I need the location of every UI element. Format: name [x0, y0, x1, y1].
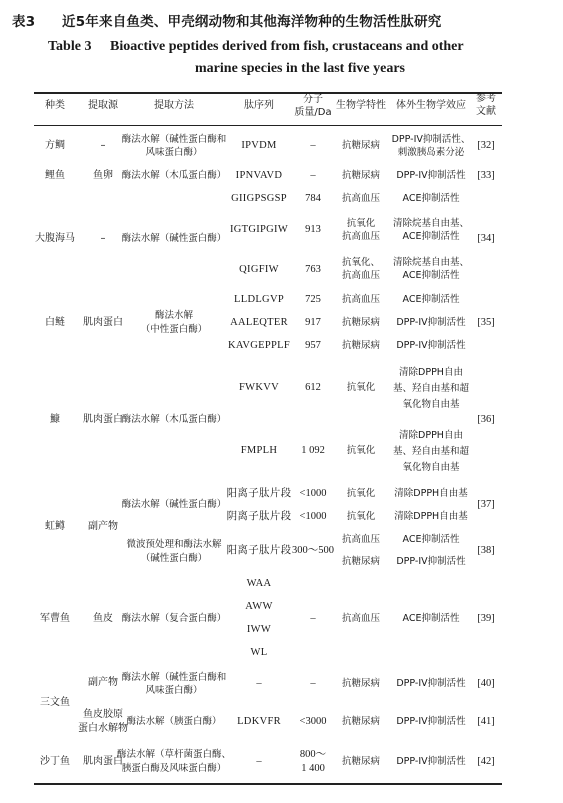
cell-method: 风味蛋白酶）: [145, 147, 203, 158]
cell-method: 酶法水解（复合蛋白酶）: [121, 613, 227, 624]
cell-reference: [33]: [477, 169, 495, 181]
cell-mass: <3000: [299, 715, 327, 727]
cell-species: 军曹鱼: [40, 612, 70, 624]
table-title-chinese: 近5年来自鱼类、甲壳纲动物和其他海洋物种的生物活性肽研究: [62, 14, 442, 30]
cell-method: 酶法水解（碱性蛋白酶和: [121, 672, 227, 683]
cell-species: 鲤鱼: [45, 169, 65, 181]
table-caption-english: [48, 36, 528, 80]
cell-source: 蛋白水解物: [78, 722, 128, 734]
cell-method: 酶法水解（胰蛋白酶）: [126, 716, 222, 727]
cell-mass: 917: [305, 316, 321, 328]
cell-invitro-effect: DPP-IV抑制活性、: [391, 134, 471, 145]
cell-mass: 784: [305, 192, 321, 204]
cell-bio-property: 抗高血压: [341, 533, 381, 545]
cell-method: （中性蛋白酶）: [140, 324, 208, 335]
cell-method: 酶法水解（碱性蛋白酶）: [121, 233, 227, 244]
cell-bio-property: 抗氧化: [346, 381, 376, 393]
cell-sequence: 阳离子肽片段: [226, 544, 292, 556]
cell-invitro-effect: ACE抑制活性: [402, 231, 460, 242]
cell-source: –: [100, 139, 106, 151]
cell-sequence: 阴离子肽片段: [226, 510, 292, 522]
cell-sequence: GIIGPSGSP: [231, 192, 287, 204]
cell-reference: [41]: [477, 715, 495, 727]
cell-invitro-effect: ACE抑制活性: [402, 193, 460, 204]
cell-reference: [32]: [477, 139, 495, 151]
cell-species: 大腹海马: [35, 232, 75, 244]
cell-invitro-effect: ACE抑制活性: [402, 294, 460, 305]
header-mass-line1: 分子: [303, 93, 323, 105]
cell-mass: 957: [305, 339, 321, 351]
cell-bio-property: 抗糖尿病: [341, 339, 381, 351]
cell-invitro-effect: 清除DPPH自由: [399, 430, 463, 441]
cell-method: 风味蛋白酶）: [145, 685, 203, 696]
cell-mass: –: [310, 677, 316, 689]
cell-sequence: 阳离子肽片段: [226, 487, 292, 499]
cell-bio-property: 抗氧化: [346, 444, 376, 456]
cell-bio-property: 抗氧化: [346, 510, 376, 522]
header-reference-line1: 参考: [476, 92, 496, 104]
cell-reference: [35]: [477, 316, 495, 328]
header-source: 提取源: [88, 99, 118, 111]
cell-mass: 763: [305, 263, 321, 275]
cell-method: 微波预处理和酶法水解: [126, 539, 222, 550]
cell-method: 酶法水解（木瓜蛋白酶）: [121, 414, 227, 425]
cell-sequence: IWW: [246, 623, 272, 635]
cell-species: 三文鱼: [40, 696, 70, 708]
cell-bio-property: 抗氧化、: [341, 256, 381, 268]
cell-reference: [42]: [477, 755, 495, 767]
cell-species: 鱇: [50, 413, 60, 425]
cell-source: 鱼皮胶原: [83, 708, 123, 720]
cell-bio-property: 抗氧化: [346, 217, 376, 229]
cell-method: 酶法水解（草杆菌蛋白酶、: [116, 749, 232, 760]
cell-invitro-effect: DPP-IV抑制活性: [396, 756, 466, 767]
cell-mass: 725: [305, 293, 321, 305]
cell-reference: [34]: [477, 232, 495, 244]
cell-invitro-effect: 清除烷基自由基、: [392, 218, 470, 229]
table-caption-chinese: [12, 10, 552, 30]
cell-bio-property: 抗高血压: [341, 293, 381, 305]
cell-sequence: –: [256, 677, 262, 689]
cell-invitro-effect: DPP-IV抑制活性: [396, 317, 466, 328]
cell-invitro-effect: ACE抑制活性: [402, 270, 460, 281]
header-bio-property: 生物学特性: [336, 99, 386, 111]
cell-source: 肌肉蛋白: [83, 413, 123, 425]
cell-mass: 612: [305, 381, 321, 393]
cell-invitro-effect: 基、羟自由基和超: [392, 446, 470, 457]
cell-source: 鱼卵: [93, 169, 113, 181]
cell-sequence: LDKVFR: [237, 715, 281, 727]
cell-invitro-effect: 基、羟自由基和超: [392, 383, 470, 394]
cell-species: 沙丁鱼: [40, 755, 70, 767]
cell-source: 副产物: [88, 676, 118, 688]
cell-method: 酶法水解: [154, 310, 194, 321]
cell-source: 肌肉蛋白: [83, 316, 123, 328]
cell-method: （碱性蛋白酶）: [140, 553, 208, 564]
cell-species: 虹鳟: [45, 520, 65, 532]
cell-mass: 300～500: [292, 544, 334, 556]
cell-invitro-effect: 清除烷基自由基、: [392, 257, 470, 268]
cell-invitro-effect: DPP-IV抑制活性: [396, 716, 466, 727]
cell-bio-property: 抗糖尿病: [341, 316, 381, 328]
top-rule: [34, 92, 502, 94]
cell-reference: [39]: [477, 612, 495, 624]
bottom-rule: [34, 783, 502, 785]
cell-invitro-effect: 清除DPPH自由基: [394, 511, 468, 522]
cell-sequence: FMPLH: [240, 444, 278, 456]
cell-bio-property: 抗氧化: [346, 487, 376, 499]
cell-bio-property: 抗高血压: [341, 612, 381, 624]
cell-mass: –: [310, 169, 316, 181]
cell-invitro-effect: ACE抑制活性: [402, 534, 460, 545]
cell-mass: –: [310, 612, 316, 624]
cell-mass: <1000: [299, 510, 327, 522]
cell-bio-property: 抗糖尿病: [341, 169, 381, 181]
header-species: 种类: [45, 99, 65, 111]
cell-species: 白鲢: [45, 316, 65, 328]
cell-reference: [38]: [477, 544, 495, 556]
table-label-english: Table 3: [48, 39, 92, 54]
header-invitro-effect: 体外生物学效应: [396, 99, 466, 111]
cell-mass: 1 400: [301, 762, 325, 774]
cell-sequence: IGTGIPGIW: [229, 223, 289, 235]
cell-bio-property: 抗糖尿病: [341, 715, 381, 727]
cell-bio-property: 抗糖尿病: [341, 139, 381, 151]
cell-invitro-effect: 氧化物自由基: [402, 399, 460, 410]
cell-mass: <1000: [299, 487, 327, 499]
cell-bio-property: 抗高血压: [341, 192, 381, 204]
cell-method: 酶法水解（碱性蛋白酶和: [121, 134, 227, 145]
cell-method: 酶法水解（木瓜蛋白酶）: [121, 170, 227, 181]
cell-bio-property: 抗糖尿病: [341, 755, 381, 767]
cell-source: –: [100, 232, 106, 244]
cell-mass: 913: [305, 223, 321, 235]
cell-sequence: LLDLGVP: [234, 293, 284, 305]
cell-sequence: KAVGEPPLF: [227, 339, 291, 351]
cell-invitro-effect: 氧化物自由基: [402, 462, 460, 473]
cell-bio-property: 抗糖尿病: [341, 555, 381, 567]
cell-sequence: IPVDM: [241, 139, 277, 151]
header-sequence: 肽序列: [244, 99, 274, 111]
table-label-chinese: 表3: [12, 14, 36, 30]
cell-source: 鱼皮: [93, 612, 113, 624]
table-title-english-line2: marine species in the last five years: [195, 61, 405, 76]
cell-sequence: –: [256, 755, 262, 767]
cell-source: 副产物: [88, 520, 118, 532]
cell-sequence: FWKVV: [239, 381, 279, 393]
cell-sequence: IPNVAVD: [235, 169, 283, 181]
cell-invitro-effect: 清除DPPH自由基: [394, 488, 468, 499]
cell-bio-property: 抗糖尿病: [341, 677, 381, 689]
cell-mass: 800～: [299, 748, 327, 760]
cell-method: 胰蛋白酶及风味蛋白酶）: [121, 763, 227, 774]
cell-invitro-effect: DPP-IV抑制活性: [396, 678, 466, 689]
cell-reference: [36]: [477, 413, 495, 425]
header-reference-line2: 文献: [476, 105, 496, 117]
header-rule: [34, 125, 502, 126]
cell-sequence: QIGFIW: [239, 263, 279, 275]
cell-invitro-effect: DPP-IV抑制活性: [396, 556, 466, 567]
cell-sequence: AWW: [245, 600, 273, 612]
cell-invitro-effect: DPP-IV抑制活性: [396, 340, 466, 351]
cell-invitro-effect: DPP-IV抑制活性: [396, 170, 466, 181]
cell-bio-property: 抗高血压: [341, 230, 381, 242]
cell-species: 方鲷: [45, 139, 65, 151]
cell-sequence: WL: [250, 646, 268, 658]
cell-mass: –: [310, 139, 316, 151]
cell-invitro-effect: ACE抑制活性: [402, 613, 460, 624]
cell-bio-property: 抗高血压: [341, 269, 381, 281]
header-mass-line2: 质量/Da: [294, 106, 332, 118]
cell-method: 酶法水解（碱性蛋白酶）: [121, 499, 227, 510]
cell-reference: [40]: [477, 677, 495, 689]
cell-sequence: AALEQTER: [230, 316, 288, 328]
cell-invitro-effect: 刺激胰岛素分泌: [397, 147, 465, 158]
cell-invitro-effect: 清除DPPH自由: [399, 367, 463, 378]
cell-source: 肌肉蛋白: [83, 755, 123, 767]
cell-mass: 1 092: [301, 444, 325, 456]
cell-reference: [37]: [477, 498, 495, 510]
header-method: 提取方法: [154, 99, 194, 111]
cell-sequence: WAA: [246, 577, 272, 589]
table-title-english-line1: Bioactive peptides derived from fish, crustaceans and other: [110, 39, 464, 54]
